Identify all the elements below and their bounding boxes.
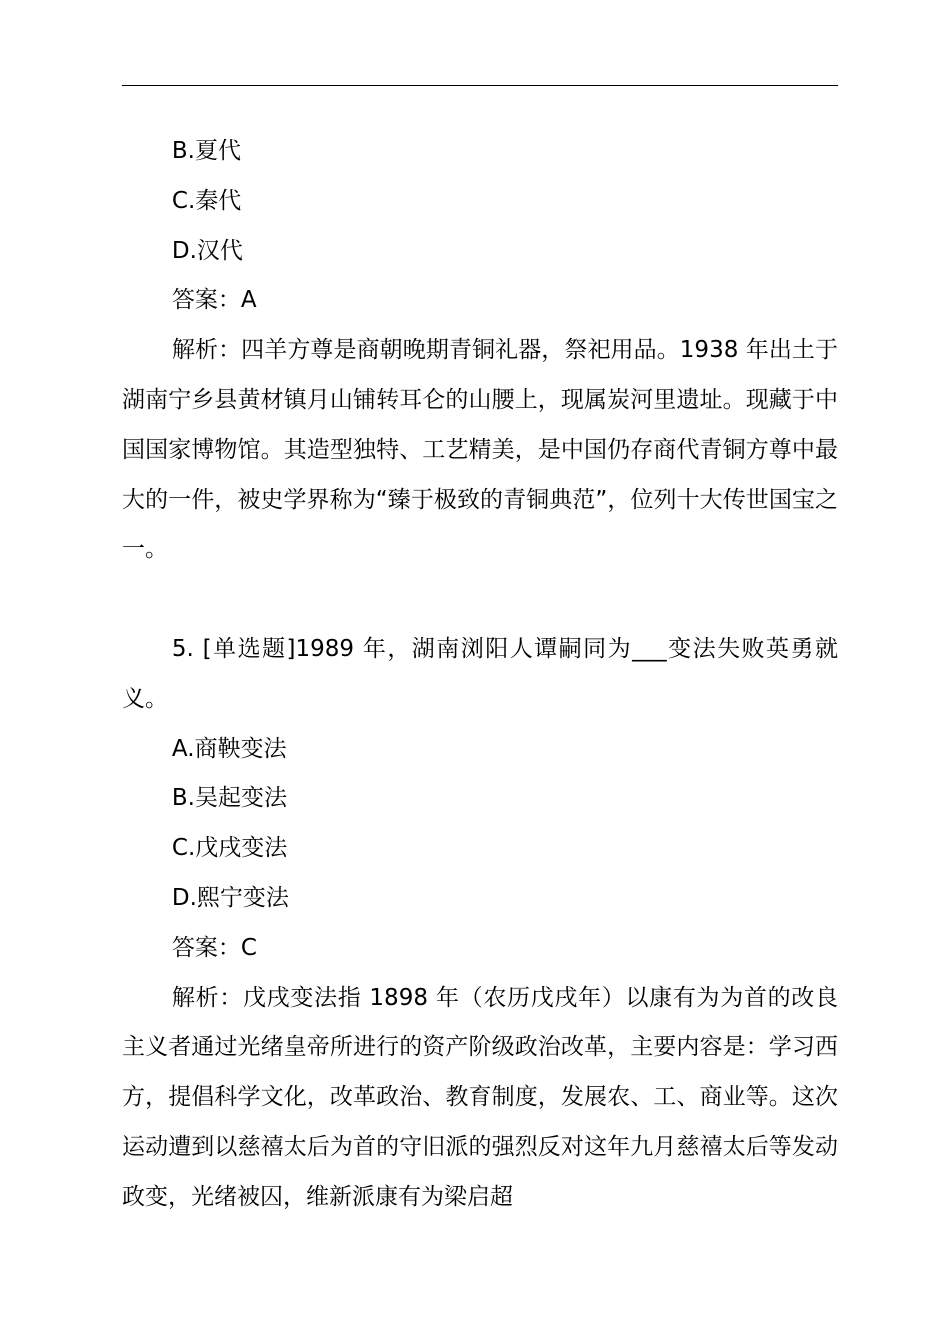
q4-option-c: C.秦代 <box>171 187 242 214</box>
q5-stem: 5. [单选题]1989 年，湖南浏阳人谭嗣同为___变法失败英勇就义。 <box>122 635 838 712</box>
q5-answer: 答案：C <box>171 934 257 961</box>
q5-option-b: B.吴起变法 <box>171 785 287 812</box>
q4-answer: 答案：A <box>171 287 257 314</box>
q5-option-d: D.熙宁变法 <box>171 884 289 911</box>
q5-analysis: 解析：戊戌变法指 1898 年（农历戊戌年）以康有为为首的改良主义者通过光绪皇帝所进行的资产阶级政治改革，主要内容是：学习西方，提倡科学文化，改革政治、教育制度，发展农、工、商业等。这次运动遭到以慈禧太后为首的守旧派的强烈反对这年九月慈禧太后等发动政变，光绪被囚，维新派康有为梁启超 <box>122 984 838 1210</box>
q5-option-a: A.商鞅变法 <box>171 735 287 762</box>
document-body <box>122 127 838 1223</box>
header-rule <box>122 85 838 86</box>
question-spacer <box>122 575 838 625</box>
q4-analysis: 解析：四羊方尊是商朝晚期青铜礼器，祭祀用品。1938 年出土于湖南宁乡县黄材镇月山铺转耳仑的山腰上，现属炭河里遗址。现藏于中国国家博物馆。其造型独特、工艺精美，是中国仍存商代青铜方尊中最大的一件，被史学界称为“臻于极致的青铜典范”，位列十大传世国宝之一。 <box>122 337 838 563</box>
q4-option-d: D.汉代 <box>171 237 243 264</box>
q4-option-b: B.夏代 <box>171 138 241 164</box>
q5-option-c: C.戊戌变法 <box>171 835 288 862</box>
